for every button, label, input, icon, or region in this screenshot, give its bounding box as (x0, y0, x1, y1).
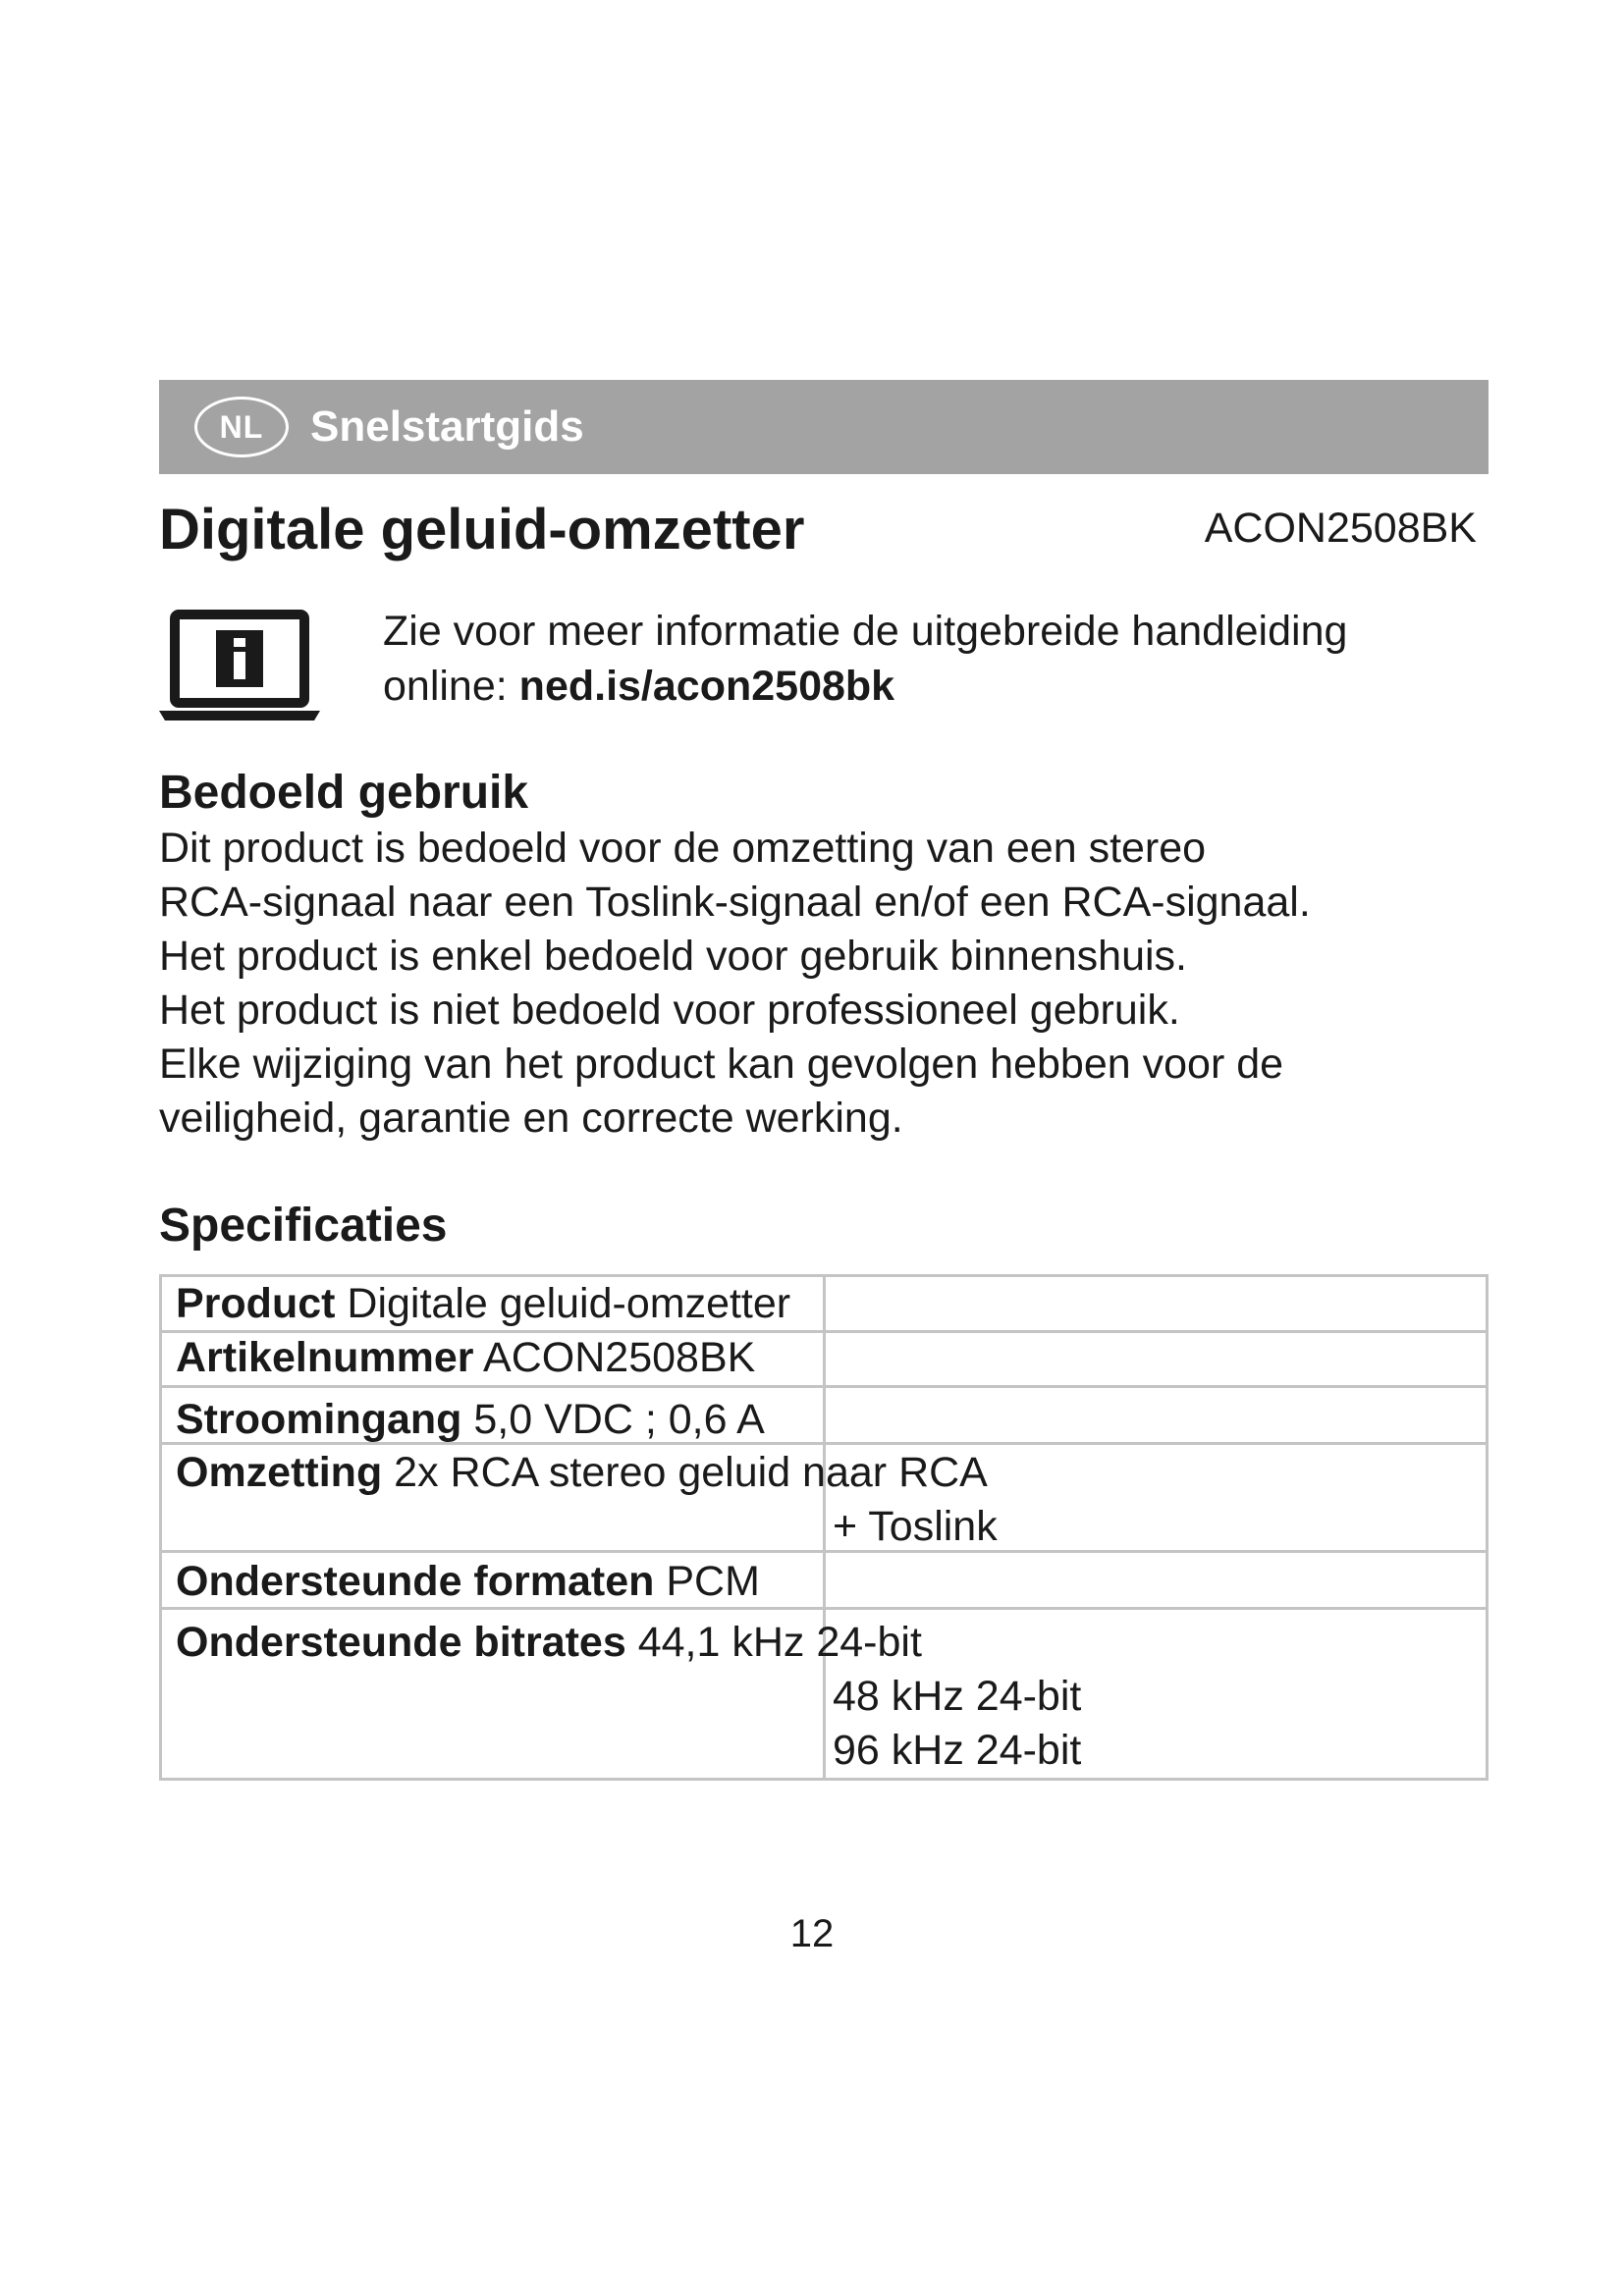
online-prefix: online: (383, 663, 519, 710)
spec-label: Ondersteunde bitrates (176, 1619, 626, 1666)
table-row-divider (162, 1385, 1486, 1388)
online-note-line-1: Zie voor meer informatie de uitgebreide handleiding (383, 608, 1348, 655)
usage-line: RCA-signaal naar een Toslink-signaal en/of een RCA-signaal. (159, 879, 1311, 926)
spec-value: Digitale geluid-omzetter (335, 1280, 791, 1327)
usage-line: Dit product is bedoeld voor de omzetting van een stereo (159, 825, 1207, 872)
page-number: 12 (789, 1912, 835, 1955)
spec-label: Omzetting (176, 1449, 383, 1496)
header-banner (159, 380, 1489, 474)
spec-label: Product (176, 1280, 336, 1327)
table-row-divider (162, 1550, 1486, 1553)
manual-link[interactable]: ned.is/acon2508bk (518, 663, 895, 710)
usage-line: Het product is enkel bedoeld voor gebruik binnenshuis. (159, 933, 1187, 980)
table-row (176, 1555, 760, 1609)
spec-value: 2x RCA stereo geluid naar RCA (382, 1449, 988, 1496)
specifications-table (159, 1274, 1489, 1781)
intended-use-heading: Bedoeld gebruik (159, 767, 529, 819)
spec-value: PCM (654, 1558, 760, 1605)
intended-use-body (159, 822, 1494, 1146)
spec-value: ACON2508BK (473, 1334, 756, 1381)
specifications-heading: Specificaties (159, 1200, 448, 1252)
table-row (176, 1277, 790, 1331)
spec-value-continuation: + Toslink (833, 1503, 998, 1550)
usage-line: Elke wijziging van het product kan gevolgen hebben voor de (159, 1041, 1284, 1088)
spec-label: Ondersteunde formaten (176, 1558, 655, 1605)
spec-value-continuation: 96 kHz 24-bit (833, 1727, 1082, 1774)
banner-title: Snelstartgids (310, 402, 584, 451)
spec-label: Artikelnummer (176, 1334, 474, 1381)
language-badge: NL (194, 397, 289, 457)
usage-line: Het product is niet bedoeld voor professioneel gebruik. (159, 987, 1180, 1034)
table-row (176, 1393, 765, 1447)
usage-line: veiligheid, garantie en correcte werking. (159, 1095, 903, 1142)
spec-value: 5,0 VDC ; 0,6 A (461, 1396, 765, 1443)
spec-label: Stroomingang (176, 1396, 462, 1443)
table-column-divider (823, 1277, 826, 1778)
table-row (176, 1331, 755, 1385)
online-note-line-2 (383, 659, 1463, 714)
spec-value-continuation: 48 kHz 24-bit (833, 1673, 1082, 1720)
table-row (176, 1446, 988, 1500)
online-manual-note (383, 604, 1463, 714)
laptop-info-icon (157, 609, 322, 726)
document-title: Digitale geluid-omzetter (159, 498, 805, 561)
model-number: ACON2508BK (1204, 505, 1477, 552)
table-row (176, 1616, 922, 1670)
spec-value: 44,1 kHz 24-bit (625, 1619, 922, 1666)
